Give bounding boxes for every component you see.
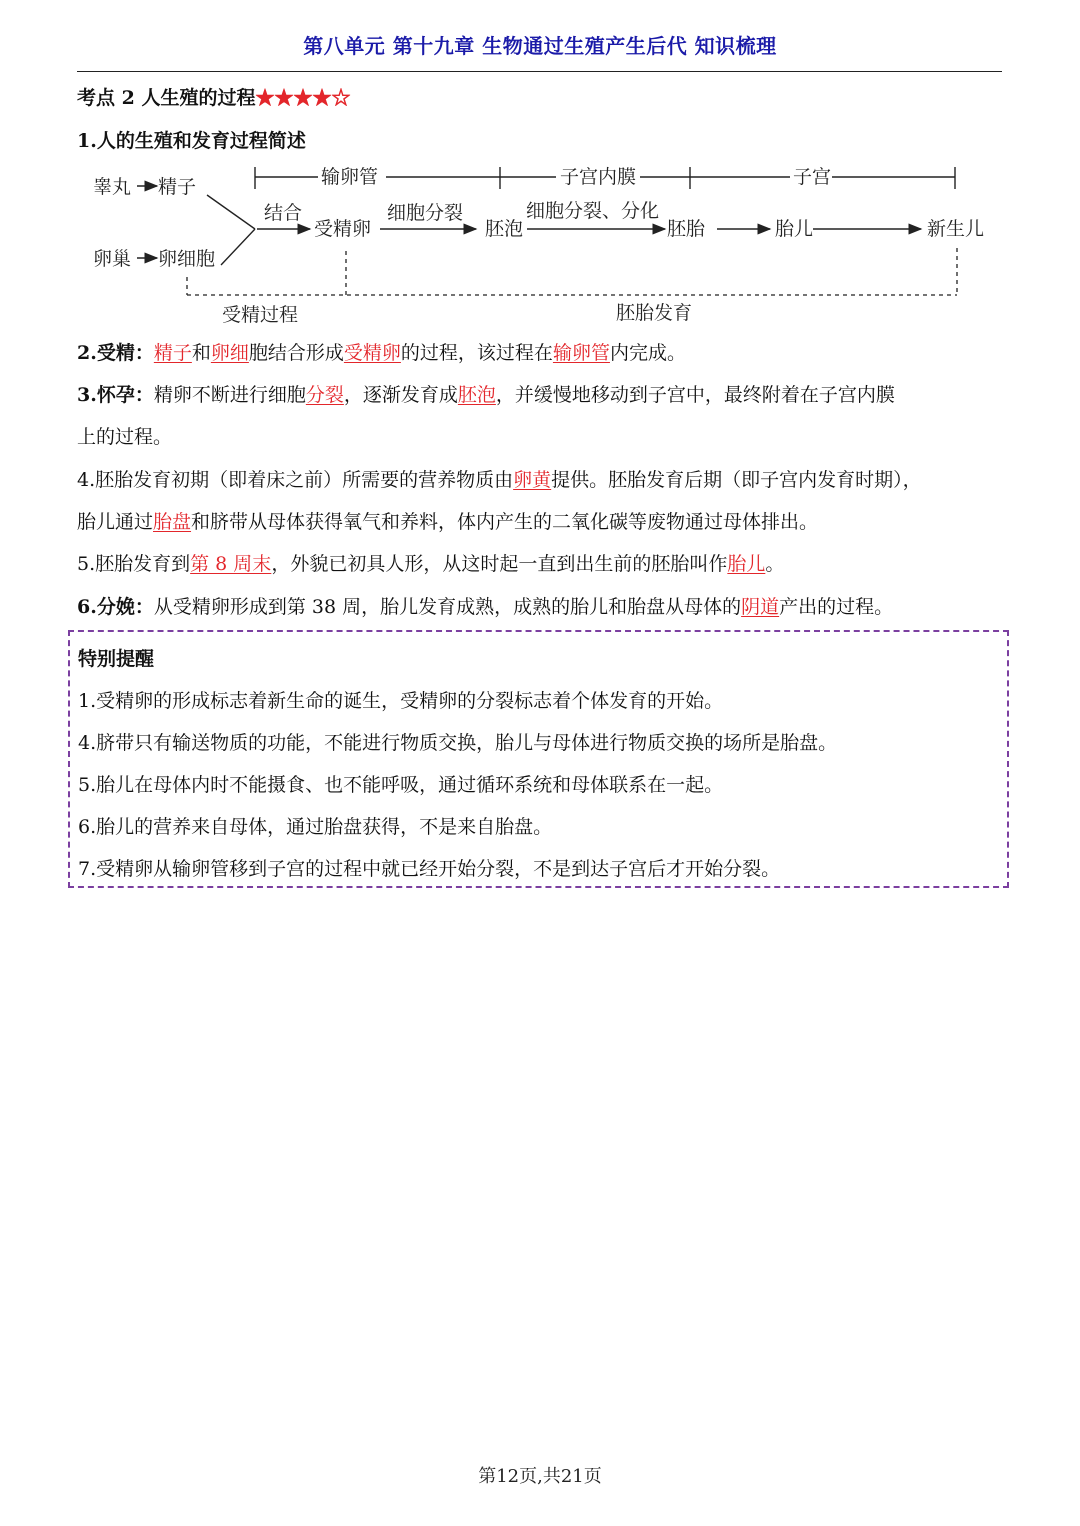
label-uterus: 子宫 <box>793 166 832 188</box>
reproduction-process-diagram <box>0 155 1080 330</box>
reminder-line: 1.受精卵的形成标志着新生命的诞生，受精卵的分裂标志着个体发育的开始。 <box>78 690 724 712</box>
reminder-line: 7.受精卵从输卵管移到子宫的过程中就已经开始分裂，不是到达子宫后才开始分裂。 <box>78 858 781 880</box>
label-fertilization-process: 受精过程 <box>222 304 299 326</box>
reminder-line: 4.脐带只有输送物质的功能，不能进行物质交换，胎儿与母体进行物质交换的场所是胎盘。 <box>78 732 838 754</box>
item6-delivery: 6.分娩：从受精卵形成到第 38 周，胎儿发育成熟，成熟的胎儿和胎盘从母体的阴道产出的过程。 <box>77 596 894 618</box>
item3-pregnancy-cont: 上的过程。 <box>77 426 173 448</box>
importance-stars: ★★★★☆ <box>255 87 351 109</box>
label-ovary: 卵巢 <box>93 248 132 270</box>
label-embryo-development: 胚胎发育 <box>616 302 693 324</box>
label-blastocyst: 胚泡 <box>485 218 524 240</box>
label-sperm: 精子 <box>158 176 197 198</box>
label-newborn: 新生儿 <box>927 218 985 240</box>
item3-pregnancy: 3.怀孕：精卵不断进行细胞分裂，逐渐发育成胚泡，并缓慢地移动到子宫中，最终附着在子宫内膜 <box>77 384 895 406</box>
item5-fetus: 5.胚胎发育到第 8 周末，外貌已初具人形，从这时起一直到出生前的胚胎叫作胎儿。 <box>77 553 785 575</box>
item4-nutrition: 4.胚胎发育初期（即着床之前）所需要的营养物质由卵黄提供。胚胎发育后期（即子宫内发育时期）， <box>77 469 922 491</box>
item4-nutrition-cont: 胎儿通过胎盘和脐带从母体获得氧气和养料，体内产生的二氧化碳等废物通过母体排出。 <box>77 511 819 533</box>
page-number: 第12页,共21页 <box>478 1466 602 1487</box>
label-oviduct: 输卵管 <box>321 166 379 188</box>
item1-title: 1.人的生殖和发育过程简述 <box>77 130 306 152</box>
section-heading <box>77 86 350 110</box>
page-header-title: 第八单元 第十九章 生物通过生殖产生后代 知识梳理 <box>303 34 777 58</box>
label-zygote: 受精卵 <box>314 218 372 240</box>
reminder-line: 5.胎儿在母体内时不能摄食、也不能呼吸，通过循环系统和母体联系在一起。 <box>78 774 724 796</box>
item2-fertilization: 2.受精：精子和卵细胞结合形成受精卵的过程，该过程在输卵管内完成。 <box>77 342 686 364</box>
header-divider <box>77 71 1002 72</box>
label-egg: 卵细胞 <box>158 248 216 270</box>
label-cell-division: 细胞分裂 <box>387 202 464 224</box>
label-combine: 结合 <box>264 202 303 224</box>
label-division-differentiation: 细胞分裂、分化 <box>526 200 660 222</box>
reminder-line: 6.胎儿的营养来自母体，通过胎盘获得，不是来自胎盘。 <box>78 816 553 838</box>
reminder-title: 特别提醒 <box>78 648 155 670</box>
label-embryo: 胚胎 <box>667 218 706 240</box>
label-fetus: 胎儿 <box>775 218 814 240</box>
label-testis: 睾丸 <box>93 176 132 198</box>
special-reminder-box <box>68 630 1009 888</box>
label-endometrium: 子宫内膜 <box>560 166 637 188</box>
section-title: 考点 2 人生殖的过程 <box>77 87 256 109</box>
